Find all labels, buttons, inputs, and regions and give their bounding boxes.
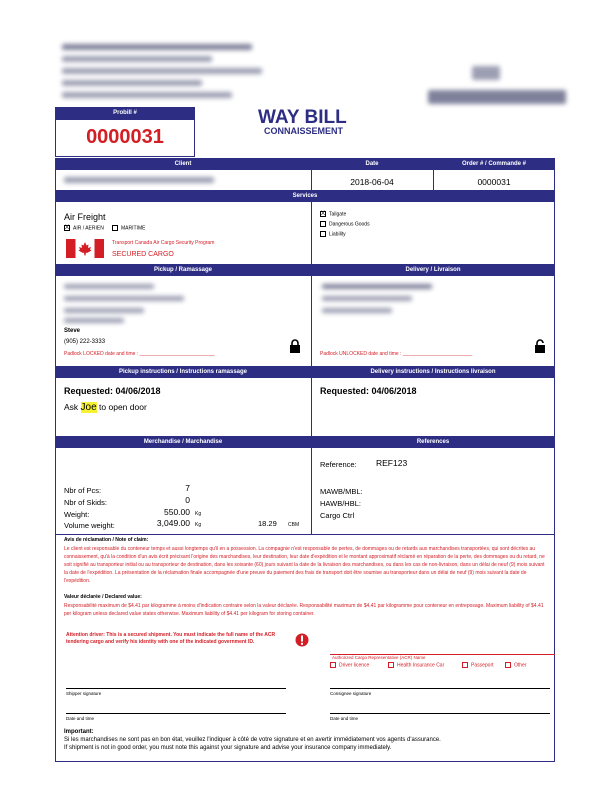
pickup-instructions-header: Pickup instructions / Instructions ramassage (55, 366, 311, 378)
id-option-passport[interactable]: Passeport (462, 662, 494, 668)
reference-value: REF123 (376, 458, 408, 468)
important-title: Important: (64, 729, 94, 735)
security-program: Transport Canada Air Cargo Security Program (112, 240, 215, 246)
pcs-value: 7 (185, 483, 190, 493)
cbm-unit: CBM (288, 522, 300, 528)
maritime-option[interactable] (112, 225, 145, 231)
maritime-checkbox[interactable] (112, 225, 118, 231)
tailgate-option[interactable] (320, 211, 346, 217)
shipper-signature-label: Shipper signature (66, 691, 102, 696)
padlock-unlocked-line[interactable]: Padlock UNLOCKED date and time : _________________________ (320, 351, 473, 357)
highlighted-name: Joe (80, 402, 97, 413)
page-subtitle: CONNAISSEMENT (264, 126, 344, 136)
skids-value: 0 (185, 495, 190, 505)
page-title: WAY BILL (258, 107, 347, 128)
weight-unit: Kg (195, 511, 202, 517)
id-option-other[interactable]: Other (505, 662, 527, 668)
claim-text: Le client est responsable du conteneur temps et aussi longtemps qu'il en a possession. La compagnie n'est responsable de pertes, de dommages ou de retards aux marchandises transportées, qui sont décrites au connaissement, qu'à la condition d'un avis écrit précisant l'origine des marchandises, leur destination, leur date d'expédition et le montant approximatif réclamé en réparation de la perte, des dommages ou du retard, ne soit signifié au transporteur initial ou au transporteur de destination, dans les soixante (60) jours suivant la date de la livraison des marchandises, ou dans les cas de non-livraison, dans un délai de neuf (9) mois suivant la date de l'expédition. La présentation de la réclamation finale accompagnée d'une preuve du paiement des frais de transport doit être soumise au transporteur dans un délai de neuf (9) mois suivant la date de l'expédition. (64, 546, 545, 584)
weight-value: 550.00 (164, 507, 190, 517)
date-value: 2018-06-04 (350, 177, 394, 187)
order-header: Order # / Commande # (433, 158, 555, 170)
tailgate-label: Tailgate (329, 211, 347, 218)
pickup-requested: Requested: 04/06/2018 (64, 386, 161, 396)
shipper-date-label: Date and time (66, 716, 95, 721)
id-option-health-card[interactable]: Health Insurance Car (388, 662, 444, 668)
mawb-label: MAWB/MBL: (320, 487, 363, 496)
cbm-value: 18.29 (258, 519, 277, 528)
dangerous-goods-checkbox[interactable] (320, 221, 326, 227)
shipper-date-line[interactable] (66, 713, 286, 714)
pickup-phone: (905) 222-3333 (64, 339, 106, 345)
pickup-instruction-text: Ask Joe to open door (64, 402, 147, 413)
claim-title: Avis de réclamation / Note of claim: (64, 537, 149, 543)
air-checkbox[interactable]: X (65, 225, 70, 231)
dangerous-goods-label: Dangerous Goods (329, 221, 370, 228)
padlock-locked-line[interactable]: Padlock LOCKED date and time : ___________________________ (64, 351, 215, 357)
volume-unit: Kg (195, 522, 202, 528)
volume-value: 3,049.00 (156, 518, 190, 528)
volume-label: Volume weight: (64, 521, 115, 530)
hawb-label: HAWB/HBL: (320, 499, 361, 508)
skids-label: Nbr of Skids: (64, 498, 107, 507)
order-value: 0000031 (477, 177, 511, 187)
client-header: Client (55, 158, 311, 170)
delivery-header: Delivery / Livraison (311, 264, 555, 276)
padlock-locked-icon (289, 339, 301, 354)
merchandise-header: Merchandise / Marchandise (55, 436, 311, 448)
consignee-signature-line[interactable] (330, 688, 550, 689)
weight-label: Weight: (64, 510, 90, 519)
canada-flag-icon (66, 239, 104, 258)
maritime-option-label: MARITIME (121, 225, 146, 232)
liability-label: Liability (329, 231, 346, 238)
consignee-date-line[interactable] (330, 713, 550, 714)
consignee-signature-label: Consignee signature (330, 691, 372, 696)
liability-checkbox[interactable] (320, 231, 326, 237)
declared-value-title: Valeur déclarée / Declared value: (64, 594, 142, 600)
id-option-driver-licence[interactable]: Driver licence (330, 662, 369, 668)
air-option[interactable] (64, 225, 104, 231)
tailgate-checkbox[interactable]: X (321, 211, 326, 217)
pickup-contact: Steve (64, 328, 81, 334)
padlock-unlocked-icon (534, 339, 546, 354)
important-fr: Si les marchandises ne sont pas en bon état, veuillez l'indiquer à côté de votre signature et en avertir immédiatement vos agents d'assurance. (64, 737, 441, 743)
attention-driver-text: Attention driver: This is a secured shipment. You must indicate the full name of the ACR tendering cargo and verify his identity with one of the indicated government ID. (66, 632, 276, 645)
delivery-requested: Requested: 04/06/2018 (320, 386, 417, 396)
shipper-signature-line[interactable] (66, 688, 286, 689)
delivery-instructions-header: Delivery instructions / Instructions livraison (311, 366, 555, 378)
services-header: Services (55, 190, 555, 202)
air-freight-label: Air Freight (64, 212, 106, 222)
probill-number: 0000031 (86, 126, 164, 148)
acr-name-label: Authorized Cargo Representative (ACR) Name (332, 655, 426, 660)
warning-icon (295, 633, 309, 647)
pcs-label: Nbr of Pcs: (64, 486, 102, 495)
pickup-header: Pickup / Ramassage (55, 264, 311, 276)
reference-label: Reference: (320, 460, 357, 469)
secured-cargo: SECURED CARGO (112, 251, 174, 258)
liability-option[interactable] (320, 231, 346, 237)
form-frame (55, 158, 555, 762)
declared-value-text: Responsabilité maximum de $4.41 par kilogramme à moins d'indication contraire selon la valeur déclarée. Responsabilité maximum de $4.41 par kilogramme pour conteneur en entreposage. Maximum liability of $4.41 per kilogram unless declared value states otherwise. Maximum liability of $4.41 per kilogram for storing container. (64, 603, 544, 617)
consignee-date-label: Date and time (330, 716, 359, 721)
date-header: Date (311, 158, 433, 170)
cargo-ctrl-label: Cargo Ctrl (320, 511, 355, 520)
air-option-label: AIR / AERIEN (73, 225, 104, 232)
dangerous-goods-option[interactable] (320, 221, 370, 227)
references-header: References (311, 436, 555, 448)
probill-label: Probill # (55, 107, 195, 119)
important-en: If shipment is not in good order, you must note this against your signature and advise your insurance company immediately. (64, 745, 392, 751)
